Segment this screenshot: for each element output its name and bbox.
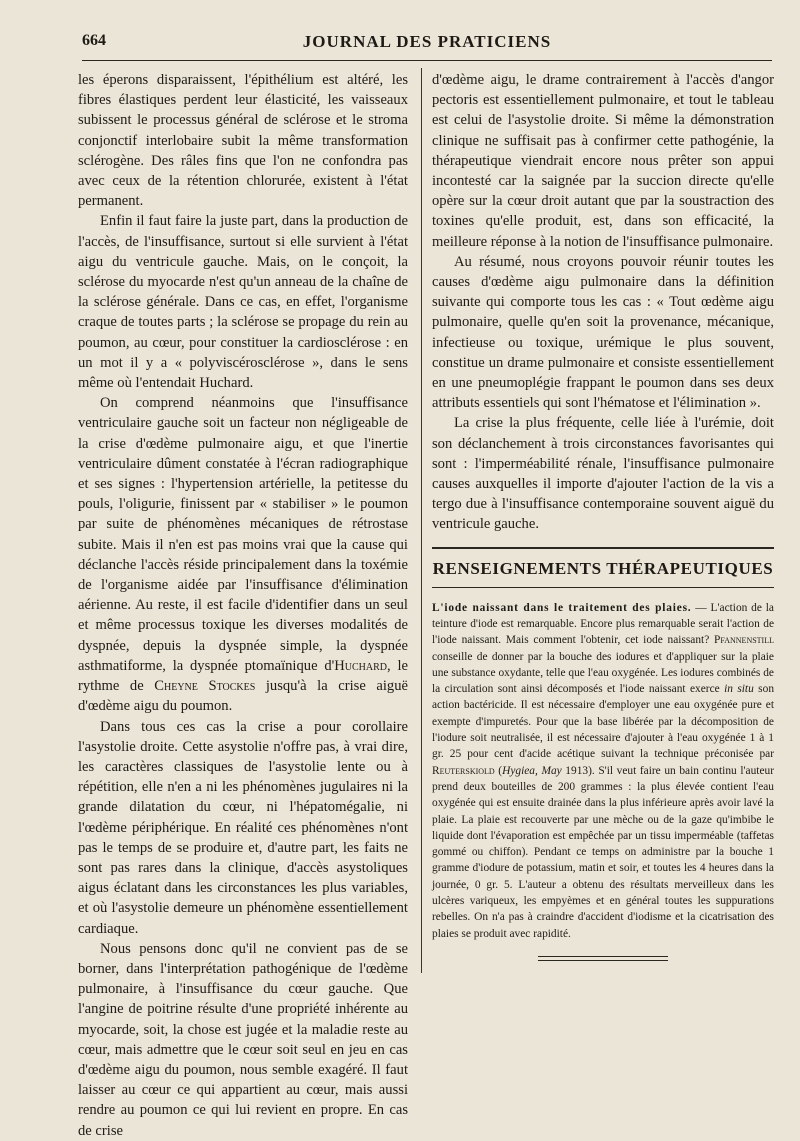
section-title: RENSEIGNEMENTS THÉRAPEUTIQUES — [432, 558, 774, 578]
author-name: Reuterskiold — [432, 764, 495, 777]
text-run: On comprend néanmoins que l'insuffisance ventriculaire gauche soit un facteur non négligeable de la crise d'œdème pulmonaire aigu, et que l'inertie ventriculaire dûment constatée à l'écran radiographique et ses signes : l'hypertension artérielle, la petitesse du pouls, l'oligurie, finissent par « stabiliser » le poumon par suite de phénomènes mécaniques de rétrostase subite. Mais il n'en est pas moins vrai que la cause qui déclanche l'accès réside principalement dans la toxémie de l'organisme aidée par l'insuffisance d'élimination aérienne. Au reste, il est facile d'identifier dans un seul et même processus toxique les diverses modalités de dyspnée, depuis la dyspnée simple, la dyspnée asthmatiforme, la dyspnée ptomaïnique d' — [78, 395, 408, 674]
text-run: , le rythme de — [78, 657, 408, 695]
author-name: Pfannenstill — [714, 634, 774, 647]
text-run: jusqu'à la crise aiguë d'œdème aigu du poumon. — [78, 678, 408, 715]
paragraph: Au résumé, nous croyons pouvoir réunir toutes les causes d'œdème aigu pulmonaire dans la définition suivante qui comporte tous les cas : « Tout œdème aigu pulmonaire, quelle qu'en soit la provenance, mécanique, infectieuse ou toxique, urémique le plus souvent, constitue un drame pulmonaire et consiste essentiellement en une pneumoplégie frappant le poumon dans ses deux attributs essentiels qui sont l'hématose et l'élimination ». — [432, 253, 774, 412]
author-name: Cheyne Stockes — [154, 678, 256, 695]
section-rule — [432, 587, 774, 588]
paragraph: Nous pensons donc qu'il ne convient pas de se borner, dans l'interprétation pathogénique de l'œdème pulmonaire, à l'insuffisance du cœur gauche. Que l'angine de poitrine résulte d'une propriété inhérente au myocarde, soit, la chose est jugée et la maladie reste au cœur, mais admettre que le cœur soit seul en jeu en cas d'œdème aigu du poumon, nous semble exagéré. Il faut laisser au cœur ce qui appartient au cœur, mais aussi rendre au poumon ce qui lui revient en propre. En cas de crise — [78, 940, 408, 1139]
text-run: — L'action de la teinture d'iode est remarquable. Encore plus remarquable serait l'action de l'iode naissant. Mais comment l'obtenir, cet iode naissant? — [432, 601, 774, 647]
section-rule — [432, 547, 774, 549]
paragraph: d'œdème aigu, le drame contrairement à l'accès d'angor pectoris est essentiellement pulmonaire, et tout le tableau est celui de l'asystolie droite. Si même la démonstration clinique ne suffisait pas à confirmer cette pathogénie, la thérapeutique viendrait encore nous prêter son appui incontesté car la saignée par la succion directe qu'elle opère sur la cœur droit autant que par la soustraction des toxines qu'elle produit, est, dans son efficacité, la meilleure réponse à la notion de l'insuffisance pulmonaire. — [432, 72, 774, 250]
page-header — [82, 30, 772, 54]
left-column — [78, 70, 408, 1141]
text-run: son action bactéricide. Il est nécessaire d'employer une eau oxygénée pure et exempte d'impuretés. Pour que la base libérée par la décomposition de l'iodure soit neutralisée, il est nécessaire d'ajouter à l'eau oxygénée 1 à 1 gr. 25 pour cent d'acide acétique suivant la technique préconisée par — [432, 683, 775, 761]
note-title: L'iode naissant dans le traitement des plaies. — [432, 601, 692, 614]
author-name: Huchard — [334, 657, 388, 674]
page-number: 664 — [82, 32, 106, 49]
text-run: conseille de donner par la bouche des iodures et d'appliquer sur la plaie une substance oxydante, telle que l'eau oxygénée. Les iodures combinés de la circulation sont ainsi décomposés et l'iode naissant exerce — [432, 650, 774, 696]
paragraph: Enfin il faut faire la juste part, dans la production de l'accès, de l'insuffisance, surtout si elle survient à l'état aigu du ventricule gauche. Mais, on le conçoit, la sclérose du myocarde n'est qu'un anneau de la chaîne de la sclérose générale. Dans ce cas, en effet, l'organisme craque de toutes parts ; la sclérose se propage du rein au poumon, au cœur, pour constituer la cardiosclérose : en un mot il y a « polyviscérosclérose », dans le sens même où l'entendait Huchard. — [78, 213, 408, 392]
text-run: ( — [494, 764, 503, 777]
paragraph — [78, 393, 408, 716]
therapeutic-note — [432, 600, 774, 942]
paragraph: Dans tous ces cas la crise a pour corollaire l'asystolie droite. Cette asystolie n'offre pas, à vrai dire, les caractères classiques de l'asystolie lente ou à répétition, elle n'en a ni les phénomènes jugulaires ni la grande dilatation du cœur, ni l'hépatomégalie, ni l'œdème périphérique. En réalité ces phénomènes n'ont pas le temps de se produire et, d'autre part, les faits ne sont pas rares dans la clinique, d'accès asystoliques aigus éclatant dans les circonstances les plus variables, et où l'asystolie demeure un phénomène essentiellement cardiaque. — [78, 718, 408, 937]
italic-term: in situ — [724, 683, 754, 696]
paragraph: les éperons disparaissent, l'épithélium est altéré, les fibres élastiques perdent leur élasticité, les vaisseaux subissent le processus général de sclérose et le stroma conjonctif interlobaire subit la même transformation sclérogène. Des râles fins que l'on ne confondra pas avec ceux de la rétention chlorurée, existent à l'état permanent. — [78, 72, 408, 210]
text-run: 1913). S'il veut faire un bain continu l'auteur prend deux bouteilles de 200 grammes : la plus élevée contient l'eau oxygénée qui est ensuite drainée dans la plus inférieure après avoir lavé la plaie. La plaie est recouverte par une mèche ou de la gaze qu'imbibe le liquide dont l'évaporation est empêchée par un tissu imperméable (taffetas gommé ou chiffon). Pendant ce temps on administre par la bouche 1 gramme d'iodure de potassium, matin et soir, et toutes les 4 heures dans la journée, 0 gr. 5. L'auteur a obtenu des résultats merveilleux dans les ulcères variqueux, les empyèmes et en général toutes les suppurations rebelles. On n'a pas à craindre d'accident d'iodisme et la cicatrisation des plaies se produit avec rapidité. — [432, 764, 774, 940]
journal-title: JOURNAL DES PRATICIENS — [302, 32, 552, 51]
end-rule — [538, 960, 668, 961]
right-column — [432, 70, 774, 961]
note-paragraph — [432, 600, 774, 942]
citation: Hygiea, May — [502, 764, 562, 777]
paragraph: La crise la plus fréquente, celle liée à l'urémie, doit son déclanchement à trois circonstances favorisantes qui sont : l'imperméabilité rénale, l'insuffisance pulmonaire causes auxquelles il importe d'ajouter l'action de la vis a tergo due à l'insuffisance contemporaine souvent aiguë du ventricule gauche. — [432, 415, 774, 533]
column-divider — [421, 68, 422, 973]
header-rule — [82, 60, 772, 61]
end-rule — [538, 956, 668, 957]
